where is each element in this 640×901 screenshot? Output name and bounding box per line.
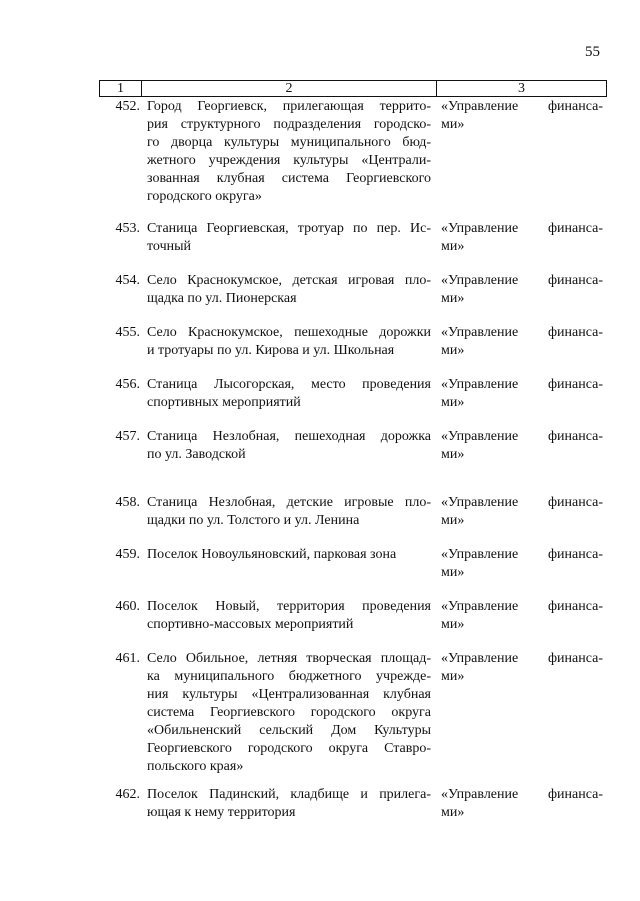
description-line: щадки по ул. Толстого и ул. Ленина [147,513,360,528]
responsible-part-b: финанса- [547,273,603,288]
description-line: «Обильненский сельский Дом Культуры [147,723,431,738]
row-description [147,324,431,360]
description-line: спортивных мероприятий [147,395,301,410]
row-number: 453. [115,221,140,236]
row-number: 457. [115,429,140,444]
row-number: 454. [115,273,140,288]
responsible-part-a: «Управление [441,377,519,392]
description-line: и тротуары по ул. Кирова и ул. Школьная [147,343,395,358]
row-responsible [441,428,603,464]
description-line: ющая к нему территория [147,805,296,820]
responsible-part-b: финанса- [547,651,603,666]
row-responsible [441,376,603,412]
responsible-part-b: финанса- [547,325,603,340]
row-description [147,428,431,464]
row-responsible [441,650,603,686]
responsible-part-a: «Управление [441,221,519,236]
responsible-part-a: «Управление [441,599,519,614]
description-line: Село Обильное, летняя творческая площад- [147,651,431,666]
row-number: 456. [115,377,140,392]
description-line: ния культуры «Централизованная клубная [147,687,431,702]
row-number: 460. [115,599,140,614]
row-description [147,546,431,564]
responsible-part-c: ми» [441,239,465,254]
responsible-part-b: финанса- [547,787,603,802]
page-number: 55 [585,44,600,60]
header-col-3: 3 [436,81,606,96]
responsible-part-a: «Управление [441,787,519,802]
responsible-part-c: ми» [441,669,465,684]
description-line: Станица Незлобная, детские игровые пло- [147,495,431,510]
description-line: Поселок Новоульяновский, парковая зона [147,547,397,562]
description-line: Станица Лысогорская, место проведения [147,377,431,392]
row-description [147,376,431,412]
row-number: 458. [115,495,140,510]
description-line: Поселок Падинский, кладбище и прилега- [147,787,431,802]
row-description [147,598,431,634]
row-responsible [441,272,603,308]
row-responsible [441,786,603,822]
row-responsible [441,98,603,134]
description-line: щадка по ул. Пионерская [147,291,297,306]
row-responsible [441,220,603,256]
description-line: го дворца культуры муниципального бюд- [147,135,431,150]
responsible-part-b: финанса- [547,547,603,562]
row-responsible [441,598,603,634]
responsible-part-c: ми» [441,617,465,632]
description-line: городского округа» [147,189,262,204]
description-line: польского края» [147,759,244,774]
row-responsible [441,324,603,360]
description-line: рия структурного подразделения городско- [147,117,431,132]
row-number: 462. [115,787,140,802]
row-number: 461. [115,651,140,666]
responsible-part-c: ми» [441,395,465,410]
responsible-part-c: ми» [441,565,465,580]
row-description [147,786,431,822]
responsible-part-b: финанса- [547,599,603,614]
row-description [147,272,431,308]
description-line: точный [147,239,192,254]
responsible-part-c: ми» [441,805,465,820]
header-col-1: 1 [117,81,124,96]
row-number: 455. [115,325,140,340]
responsible-part-b: финанса- [547,99,603,114]
row-description [147,494,431,530]
responsible-part-b: финанса- [547,377,603,392]
responsible-part-a: «Управление [441,495,519,510]
row-number: 459. [115,547,140,562]
responsible-part-c: ми» [441,343,465,358]
responsible-part-b: финанса- [547,495,603,510]
description-line: по ул. Заводской [147,447,246,462]
row-description [147,650,431,776]
table-header [99,80,607,97]
row-number: 452. [115,99,140,114]
description-line: Станица Георгиевская, тротуар по пер. Ис- [147,221,431,236]
header-col-2: 2 [141,81,436,96]
row-description [147,220,431,256]
description-line: зованная клубная система Георгиевского [147,171,431,186]
description-line: Поселок Новый, территория проведения [147,599,431,614]
description-line: Село Краснокумское, детская игровая пло- [147,273,431,288]
responsible-part-a: «Управление [441,547,519,562]
responsible-part-c: ми» [441,513,465,528]
responsible-part-c: ми» [441,117,465,132]
responsible-part-a: «Управление [441,325,519,340]
row-responsible [441,546,603,582]
description-line: Город Георгиевск, прилегающая террито- [147,99,431,114]
description-line: Георгиевского городского округа Ставро- [147,741,431,756]
responsible-part-c: ми» [441,447,465,462]
description-line: система Георгиевского городского округа [147,705,431,720]
responsible-part-a: «Управление [441,651,519,666]
responsible-part-a: «Управление [441,273,519,288]
responsible-part-b: финанса- [547,429,603,444]
description-line: спортивно-массовых мероприятий [147,617,354,632]
description-line: жетного учреждения культуры «Централи- [147,153,431,168]
description-line: Станица Незлобная, пешеходная дорожка [147,429,431,444]
responsible-part-b: финанса- [547,221,603,236]
row-description [147,98,431,206]
description-line: Село Краснокумское, пешеходные дорожки [147,325,431,340]
description-line: ка муниципального бюджетного учрежде- [147,669,431,684]
row-responsible [441,494,603,530]
responsible-part-c: ми» [441,291,465,306]
responsible-part-a: «Управление [441,429,519,444]
responsible-part-a: «Управление [441,99,519,114]
